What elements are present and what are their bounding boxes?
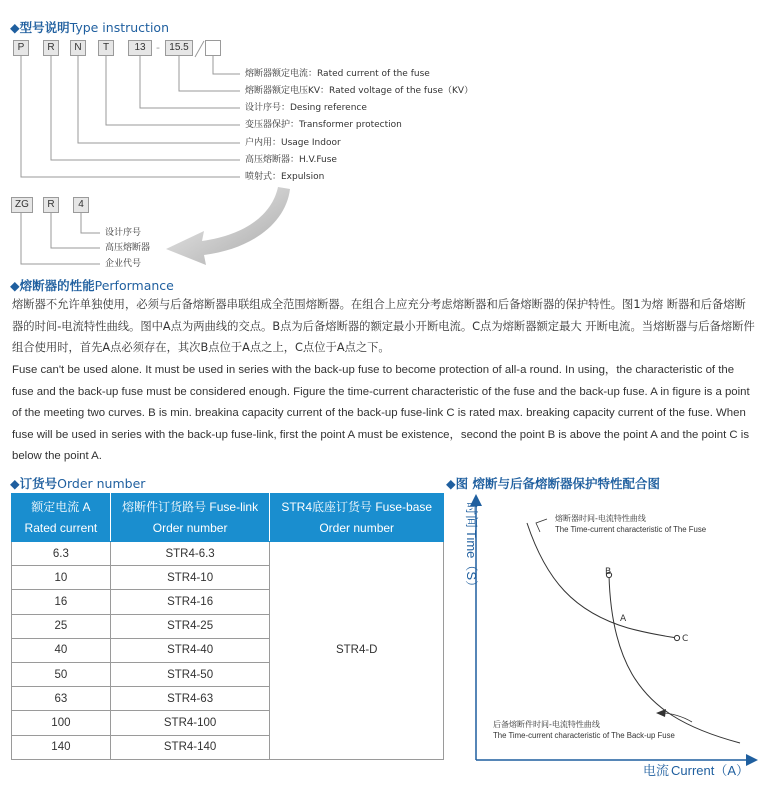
header-fuse-link: 熔断件订货路号 Fuse-link Order number (110, 494, 270, 542)
cell-current: 10 (12, 566, 111, 590)
y-axis-label-en: Time（S） (464, 530, 479, 594)
cell-fuse-link: STR4-25 (110, 614, 270, 638)
fuse-curve-label-cn: 熔断器时间-电流特性曲线 (555, 514, 646, 523)
type-label-hv-fuse: 高压熔断器：H.V.Fuse (245, 155, 337, 165)
cell-current: 16 (12, 590, 111, 614)
order-section-title (10, 474, 145, 492)
type2-label-company-code: 企业代号 (105, 259, 142, 269)
code-box-zg: ZG (11, 197, 33, 213)
performance-section-title (10, 276, 174, 294)
type-label-expulsion: 喷射式：Expulsion (245, 172, 325, 182)
type-label-rated-current: 熔断器额定电流：Rated current of the fuse (245, 69, 430, 79)
performance-title-cn: ◆熔断器的性能 (10, 278, 95, 293)
backup-pointer-arrow-icon (656, 709, 666, 717)
characteristic-diagram (440, 492, 765, 792)
cell-current: 100 (12, 711, 111, 735)
cell-current: 6.3 (12, 542, 111, 566)
point-a-label: A (620, 614, 627, 624)
backup-curve-label-cn: 后备熔断件时间-电流特性曲线 (493, 720, 600, 729)
cell-current: 63 (12, 687, 111, 711)
header-fuse-base: STR4底座订货号 Fuse-base Order number (270, 494, 444, 542)
code-dash: - (156, 41, 160, 54)
header-rated-current: 额定电流 A Rated current (12, 494, 111, 542)
cell-fuse-link: STR4-140 (110, 735, 270, 759)
type-label-indoor: 户内用：Usage Indoor (245, 138, 341, 148)
type-label-design-ref: 设计序号：Desing reference (245, 103, 367, 113)
cell-fuse-link: STR4-40 (110, 638, 270, 662)
code-box-13: 13 (128, 40, 152, 56)
point-c-label: C (682, 634, 689, 644)
performance-text-cn: 熔断器不允许单独使用，必须与后备熔断器串联组成全范围熔断器。在组合上应充分考虑熔断器和后备熔断器的保护特性。图1为熔 断器和后备熔断器的时间-电流特性曲线。图中A点为两曲线的交点。B点为后备熔断器的额定最小开断电流。C点为熔断器额定最大 开断电流。当熔断器与后备熔断件组合使用时，首先A点必须存在，其次B点位于A点之上，C点位于A点之下。 (12, 298, 755, 355)
x-axis-label-cn: 电流 (643, 764, 670, 779)
backup-fuse-curve (609, 575, 740, 743)
cell-fuse-link: STR4-10 (110, 566, 270, 590)
code-box-n: N (70, 40, 86, 56)
cell-current: 40 (12, 638, 111, 662)
point-c-marker (674, 635, 679, 640)
performance-title-en: Performance (94, 278, 174, 293)
order-title-cn: ◆订货号 (10, 476, 58, 491)
backup-curve-label-en: The Time-current characteristic of The Back-up Fuse (493, 731, 675, 740)
fuse-curve-label-en: The Time-current characteristic of The Fuse (555, 525, 707, 534)
point-b-label: B (605, 567, 612, 577)
cell-current: 140 (12, 735, 111, 759)
order-table-header (12, 494, 444, 542)
y-axis-label-cn: 时间 (463, 502, 478, 529)
type-label-rated-voltage: 熔断器额定电压KV：Rated voltage of the fuse（KV） (245, 86, 474, 96)
type-label-transformer: 变压器保护：Transformer protection (245, 120, 402, 130)
code-box-4: 4 (73, 197, 89, 213)
cell-fuse-link: STR4-50 (110, 662, 270, 686)
code-box-r2: R (43, 197, 59, 213)
order-title-en: Order number (57, 476, 146, 491)
type2-label-design-ref: 设计序号 (105, 228, 142, 238)
figure-title: ◆图 熔断与后备熔断器保护特性配合图 (446, 476, 660, 491)
cell-current: 25 (12, 614, 111, 638)
cell-fuse-link: STR4-100 (110, 711, 270, 735)
x-axis-label-en: Current（A） (671, 763, 750, 778)
cell-fuse-link: STR4-6.3 (110, 542, 270, 566)
type-title-en: Type instruction (69, 20, 169, 35)
code-box-15-5: 15.5 (165, 40, 193, 56)
cell-current: 50 (12, 662, 111, 686)
cell-fuse-link: STR4-16 (110, 590, 270, 614)
performance-text-en: Fuse can't be used alone. It must be used in series with the back-up fuse to become protection of all-a round. In using，the characteristic of the fuse and the back-up fuse must be considered enough. Figure the time-current characteristic of the fuse and the back-up fuse. A in figure is a point of the meeting two curves. B is min. breakina capacity current of the back-up fuse-link C is rated max. breaking capacity current of the fuse. When fuse will be used in series with the back-up fuse-link, first the point A must be existence，second the point B is above the point A and the point C is below the point A. (12, 364, 750, 463)
table-row (12, 542, 444, 566)
order-table (11, 493, 444, 760)
code-box-r: R (43, 40, 59, 56)
code-box-t: T (98, 40, 114, 56)
backup-curve-pointer (662, 713, 692, 722)
type2-label-hv-fuse: 高压熔断器 (105, 243, 151, 253)
curved-arrow-icon (160, 185, 300, 270)
cell-fuse-base: STR4-D (270, 542, 444, 760)
fuse-curve-pointer (536, 519, 547, 532)
fuse-curve (527, 523, 677, 638)
cell-fuse-link: STR4-63 (110, 687, 270, 711)
code-box-p: P (13, 40, 29, 56)
type-title-cn: ◆型号说明 (10, 20, 70, 35)
